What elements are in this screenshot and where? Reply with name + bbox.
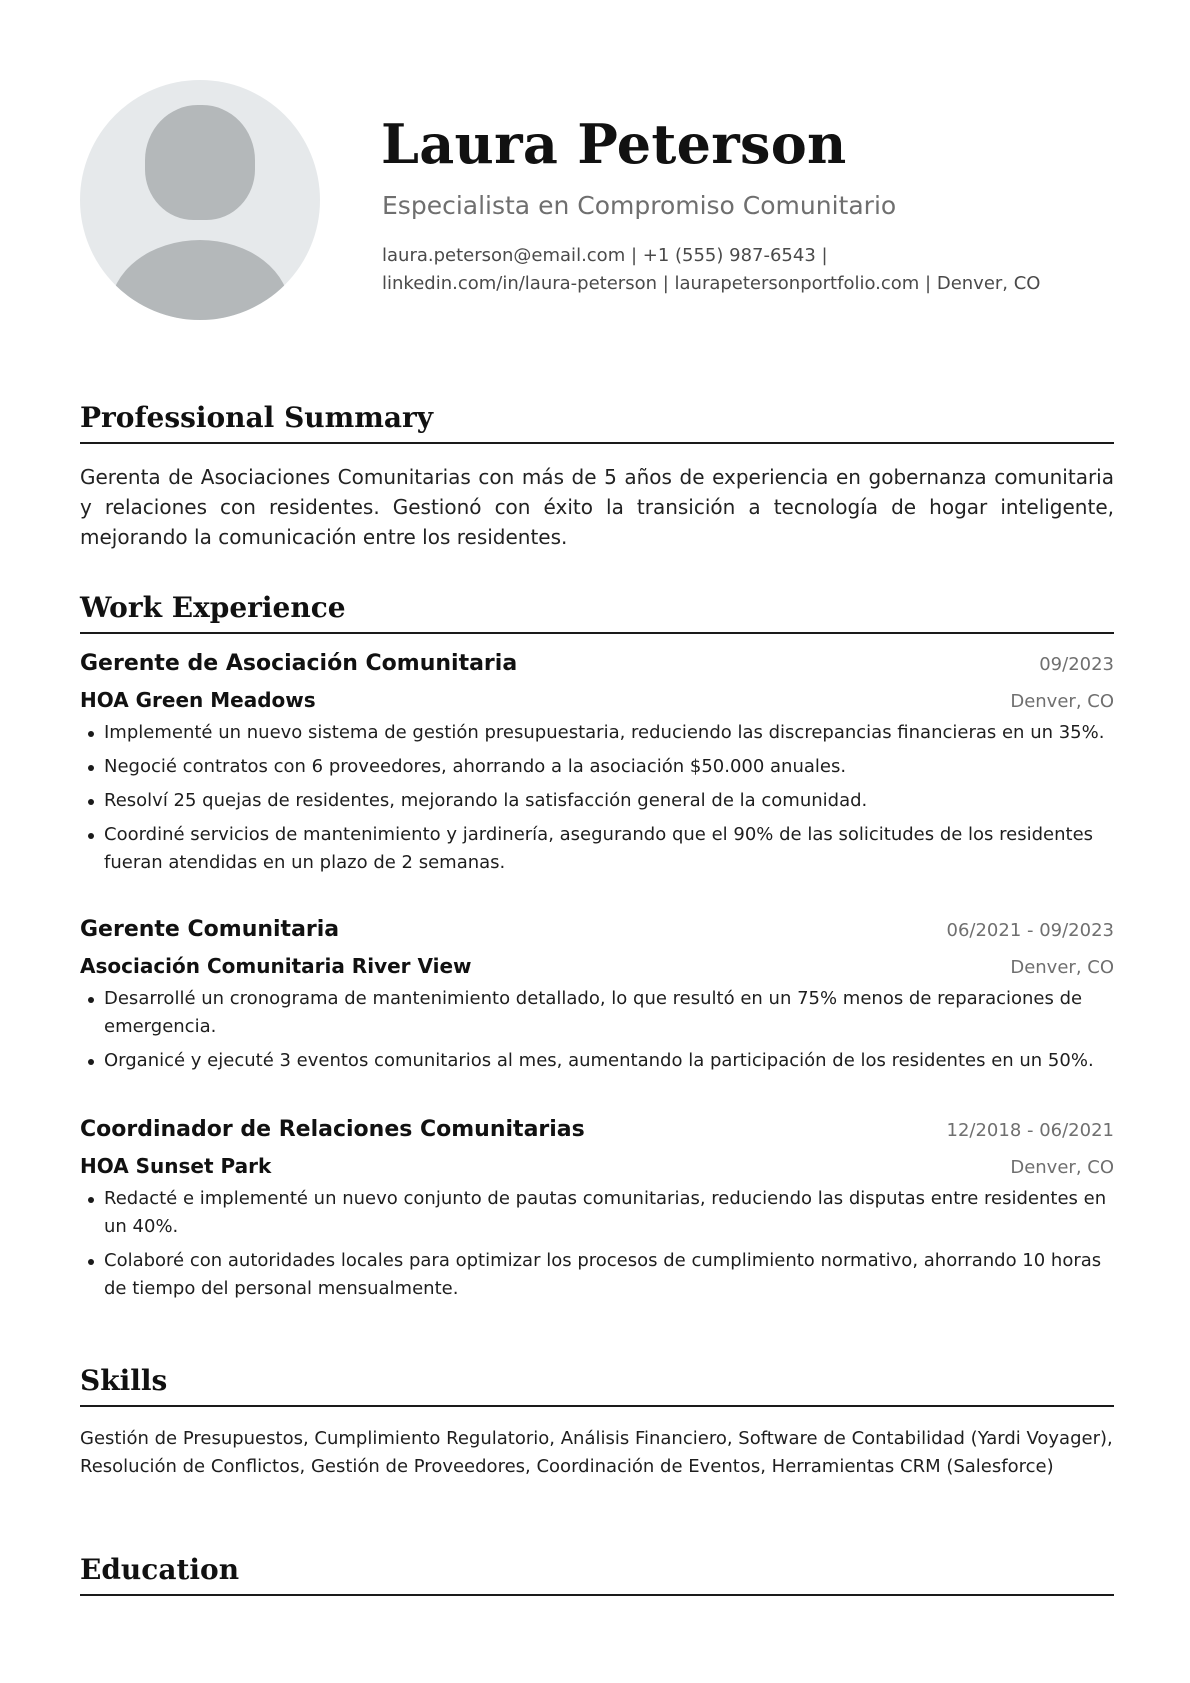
job-location: Denver, CO	[1010, 1157, 1114, 1178]
skills-text: Gestión de Presupuestos, Cumplimiento Regulatorio, Análisis Financiero, Software de Contabilidad (Yardi Voyager), Resolución de Conflictos, Gestión de Proveedores, Coordinación de Eventos, Herramientas CRM (Salesforce)	[80, 1428, 1113, 1477]
candidate-title: Especialista en Compromiso Comunitario	[382, 191, 897, 220]
job-company: Asociación Comunitaria River View	[80, 954, 472, 978]
bullet-item: Desarrollé un cronograma de mantenimiento detallado, lo que resultó en un 75% menos de reparaciones de emergencia.	[80, 985, 1114, 1041]
contact-line-2: linkedin.com/in/laura-peterson | laurapetersonportfolio.com | Denver, CO	[382, 273, 1041, 294]
job-title: Gerente de Asociación Comunitaria	[80, 651, 518, 676]
bullet-item: Implementé un nuevo sistema de gestión presupuestaria, reduciendo las discrepancias financieras en un 35%.	[80, 719, 1114, 747]
job-date: 06/2021 - 09/2023	[946, 920, 1114, 941]
contact-info	[382, 242, 1102, 298]
bullet-item: Coordiné servicios de mantenimiento y jardinería, asegurando que el 90% de las solicitudes de los residentes fueran atendidas en un plazo de 2 semanas.	[80, 821, 1114, 877]
bullet-item: Resolví 25 quejas de residentes, mejorando la satisfacción general de la comunidad.	[80, 787, 1114, 815]
skills-heading: Skills	[80, 1363, 1114, 1407]
avatar-body-icon	[110, 240, 290, 320]
job-entry	[80, 912, 1114, 1081]
job-location: Denver, CO	[1010, 691, 1114, 712]
job-date: 12/2018 - 06/2021	[946, 1120, 1114, 1141]
summary-text: Gerenta de Asociaciones Comunitarias con más de 5 años de experiencia en gobernanza comunitaria y relaciones con residentes. Gestionó con éxito la transición a tecnología de hogar inteligente, mejorando la comunicación entre los residentes.	[80, 465, 1114, 549]
contact-line-1: laura.peterson@email.com | +1 (555) 987-6543 |	[382, 245, 828, 266]
bullet-item: Negocié contratos con 6 proveedores, ahorrando a la asociación $50.000 anuales.	[80, 753, 1114, 781]
job-company: HOA Green Meadows	[80, 688, 316, 712]
job-title: Gerente Comunitaria	[80, 917, 340, 942]
job-company: HOA Sunset Park	[80, 1154, 272, 1178]
education-heading: Education	[80, 1552, 1114, 1596]
job-date: 09/2023	[1039, 654, 1114, 675]
job-bullets	[80, 1185, 1114, 1303]
bullet-item: Redacté e implementé un nuevo conjunto de pautas comunitarias, reduciendo las disputas entre residentes en un 40%.	[80, 1185, 1114, 1241]
job-entry	[80, 646, 1114, 883]
summary-heading: Professional Summary	[80, 400, 1114, 444]
avatar-head-icon	[145, 105, 255, 220]
experience-heading: Work Experience	[80, 590, 1114, 634]
job-location: Denver, CO	[1010, 957, 1114, 978]
bullet-item: Colaboré con autoridades locales para optimizar los procesos de cumplimiento normativo, ahorrando 10 horas de tiempo del personal mensualmente.	[80, 1247, 1114, 1303]
avatar-placeholder	[80, 80, 320, 320]
job-title: Coordinador de Relaciones Comunitarias	[80, 1117, 585, 1142]
job-bullets	[80, 985, 1114, 1075]
job-bullets	[80, 719, 1114, 877]
bullet-item: Organicé y ejecuté 3 eventos comunitarios al mes, aumentando la participación de los residentes en un 50%.	[80, 1047, 1114, 1075]
candidate-name: Laura Peterson	[381, 112, 847, 176]
job-entry	[80, 1112, 1114, 1309]
